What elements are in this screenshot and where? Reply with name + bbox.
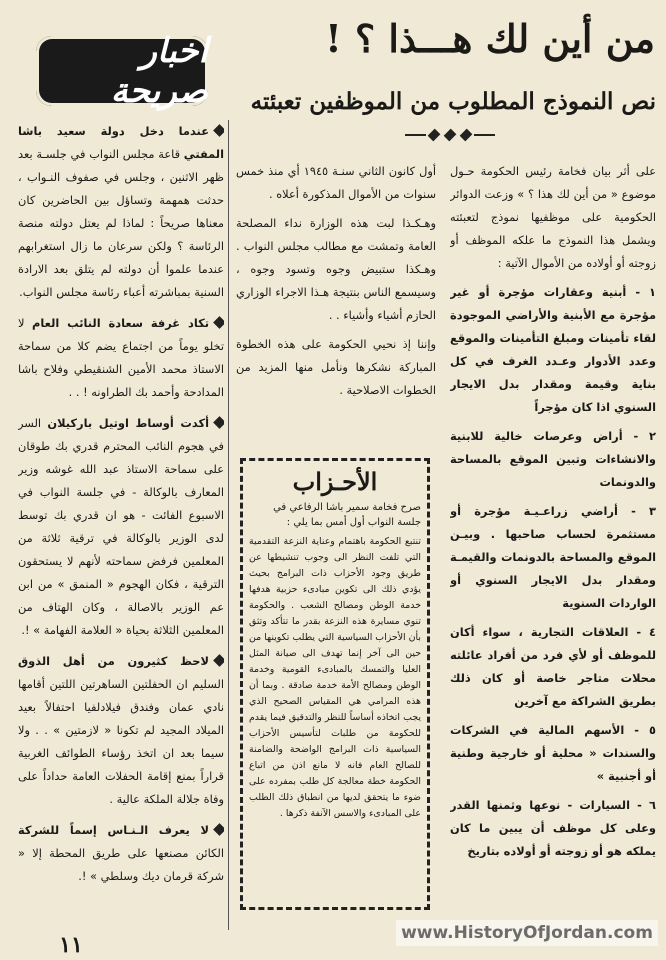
diamond-bullet-icon — [213, 823, 224, 836]
article-intro: على أثر بيان فخامة رئيس الحكومة حـول موضوع « من أين لك هذا ؟ » وزعت الدوائر الحكومية على موظفيها نموذج لتعبئته ويشمل هذا النموذج ما علكه الموظف أو زوجته أو أولاده من الأموال الآتية : — [450, 164, 656, 270]
news-item-text: قاعة مجلس النواب في جلسـة بعد ظهر الاثنين ، وجلس في صفوف النـواب ، حدثت همهمة وتساؤل بين الحاضرين كان معناها صريحاً : لماذا لم يعتل دولته منصة الرئاسة ؟ ولكن سرعان ما زال استغرابهم عندما علموا أن دولته لم يتلق بعد الارادة السنية بمباشرته أعباء رئاسة مجلس النواب. — [18, 147, 224, 299]
news-item-title: عندما دخل دولة سعيد باشا المفتي — [18, 124, 224, 161]
news-item — [18, 312, 224, 404]
article-subtitle: نص النموذج المطلوب من الموظفين تعبئته — [250, 88, 656, 115]
box-title: الأحـزاب — [292, 467, 378, 496]
diamond-bullet-icon — [213, 316, 224, 329]
list-item: ٥ - الأسهم المالية في الشركات والسندات « محلية أو خارجية وطنية أو أجنبية » — [450, 723, 656, 783]
column-divider — [228, 120, 229, 930]
news-item — [18, 650, 224, 811]
sidebar-logo — [36, 31, 208, 111]
news-item — [18, 412, 224, 642]
diamond-bullet-icon — [213, 124, 224, 137]
list-item: ٢ - أراض وعرصات خالية للابنية والانشاءات وتبين الموقع بالمساحة والدونمات — [450, 429, 656, 489]
news-item-text: لا تخلو يوماً من اجتماع يضم كلا من سماحة الاستاذ محمد الأمين الشنقيطي وفلاح باشا المدادحة وأحمد بك الطراونه ! . . — [18, 316, 224, 399]
news-item — [18, 819, 224, 888]
news-item-text: السليم ان الحفلتين الساهرتين اللتين أقامها نادي عمان وفندق فيلادلفيا احتفالاً بعيد الميلاد المجيد لم تكونا « لازمتين » . . ولا سيما بعد ان اتخذ رؤساء الطوائف الغربية قراراً بمنع إقامة الحفلات العامة حداداً على وفاة جلالة الملكة عالية . — [18, 677, 224, 806]
parties-box — [240, 458, 430, 910]
news-item-text: الكائن مصنعها على طريق المحطة إلا « شركة قرمان ديك وسلطي » !. — [18, 846, 224, 883]
news-item-text: السر في هجوم النائب المحترم قدري بك طوقان على سماحة الاستاذ عبد الله غوشه وزير المعارف بالوكالة - في جلسة النواب في الاسبوع الفائت - هو ان قدري بك توسط لدى الوزير بالوكالة في ترقية ثلاثة من المعلمين فرفض سماحته لأنهم لا يستحقون الترقية ، فكان الهجوم « المنمق » من ابن عم الوزير بالاصالة ، وكان الهتاف من المعلمين الثلاثة بحياة « العلامة الفهامة » !. — [18, 416, 224, 637]
article-continuation: أول كانون الثاني سنـة ١٩٤٥ أي منذ خمس سنوات من الأموال المذكورة أعلاه . — [236, 164, 436, 201]
article-paragraph: وإننا إذ نحيي الحكومة على هذه الخطوة المباركة نشكرها ونأمل منها المزيد من الخطوات الاصلاحية . — [236, 337, 436, 397]
article-paragraph: وهـكـذا لبت هذه الوزارة نداء المصلحة العامة وتمشت مع مطالب مجلس النواب . وهـكذا ستبيض وجوه وتسود وجوه ، وسيسمع الناس بنتيجة هـذا الاجراء الوزاري الحازم أشياء وأشياء . . — [236, 216, 436, 322]
news-item-title: لا يعرف الـنـاس إسماً للشركة — [18, 823, 209, 837]
diamond-bullet-icon — [213, 416, 224, 429]
article-title: من أين لك هـــذا ؟ ! — [325, 16, 655, 61]
news-sidebar — [18, 120, 224, 920]
article-column-right — [450, 160, 656, 930]
list-item: ١ - أبنية وعقارات مؤجرة أو غير مؤجرة مع الأبنية والأراضي الموجودة لقاء تأمينات ومبلغ التأمينات والموقع وعدد الأدوار وعـدد الغرف في كل بناية وقيمة ومقدار بدل الايجار السنوي اذا كان مؤجراً — [450, 285, 656, 414]
page-number: ١١ — [59, 932, 83, 958]
article-column-middle — [236, 160, 436, 450]
box-intro: صرح فخامة سمير باشا الرفاعي في جلسة النواب أول أمس بما يلي : — [273, 502, 421, 528]
list-item: ٦ - السيارات - نوعها وثمنها القدر وعلى كل موظف أن يبين ما كان يملكه هو أو زوجته أو أولاده بتاريخ — [450, 798, 656, 858]
news-item-title: أكدت أوساط اوتيل باركيلان — [47, 416, 209, 430]
diamond-bullet-icon — [213, 654, 224, 667]
ornament-divider — [405, 126, 495, 144]
logo-text: اخبار صريحة — [110, 31, 208, 111]
list-item: ٣ - أراضي زراعـيـة مؤجرة أو مستثمرة لحساب صاحبها . وبيـن الموقع والمساحة بالدونمات والقيمـة ومقدار بدل الايجار السنوي أو الواردات السنوية — [450, 504, 656, 610]
list-item: ٤ - العلاقات التجارية ، سواء أكان للموظف أو لأي فرد من أفراد عائلته محلات متاجر خاصة أو كان ذلك بطريق الشراكة مع آخرين — [450, 625, 656, 708]
box-body: تنتبع الحكومة باهتمام وعناية النزعة التقدمية التي تلفت النظر الى وجوب تنشيطها عن طريق وجود الأحزاب ذات البرامج بحيث يؤدي ذلك الى تكوين مبادىء حزبية هدفها خدمة الوطن ومصالح الشعب . والحكومة تنوي مسايرة هذه النزعة بقدر ما تتأكد وتثق بأن الأحزاب السياسية التي يطلب تكوينها من حين الى آخر إنما تهدف الى صيانة المثل العليا والتمسك بالمبادىء القومية وخدمة الوطن ومصالح الأمة خدمة صادقة . وبما أن هذه المرامي هي المقياس الصحيح الذي يجب اتخاذه أساساً للنظر والتدقيق فيما يقدم للحكومة من طلبات لتأسيس الأحزاب السياسية ذات البرامج الواضحة والضامنة للصالح العام فانه لا مانع اذن من اتباع الحكومة خطة معالجة كل طلب بمفرده على ضوء ما يتحقق لديها من انطباق ذلك الطلب على المبادىء والاسس الآنفة ذكرها . — [249, 536, 421, 819]
news-item — [18, 120, 224, 304]
news-item-title: لاحظ كثيرون من أهل الذوق — [18, 654, 209, 668]
news-item-title: تكاد غرفة سعادة النائب العام — [32, 316, 209, 330]
watermark: www.HistoryOfJordan.com — [396, 920, 658, 946]
